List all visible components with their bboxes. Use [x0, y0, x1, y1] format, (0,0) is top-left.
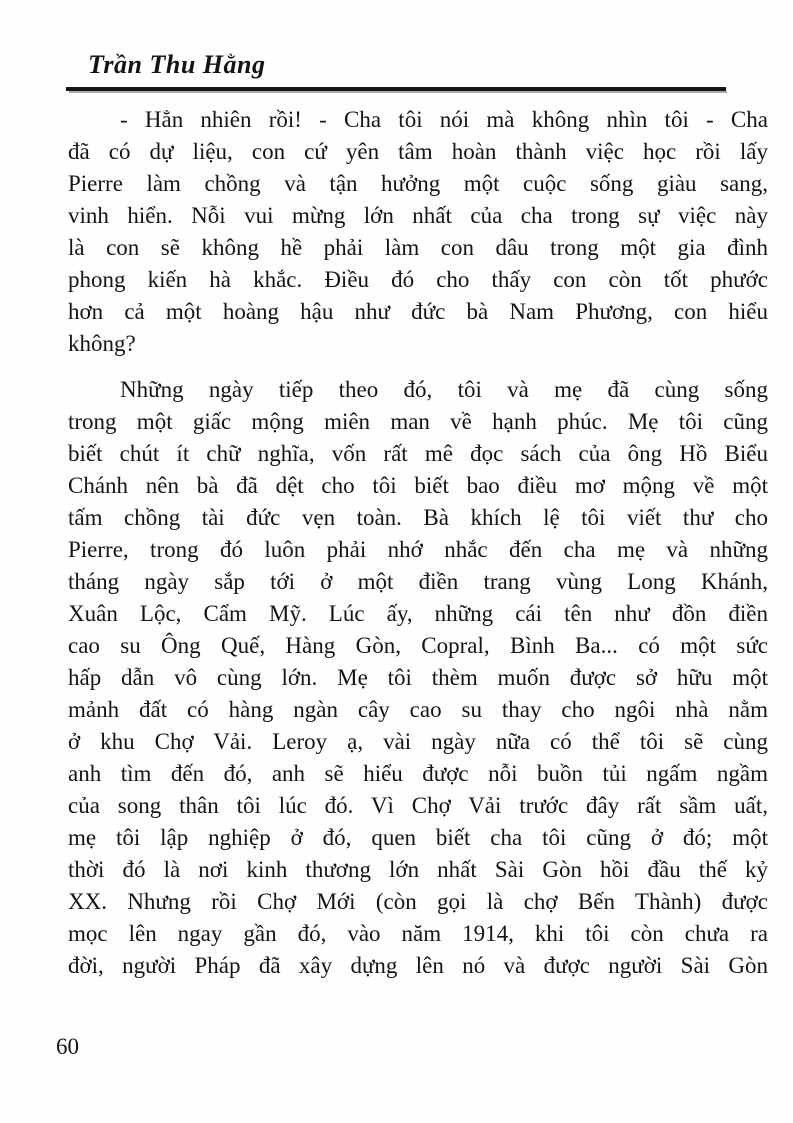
text-line: đời, người Pháp đã xây dựng lên nó và được người Sài Gòn: [68, 953, 768, 978]
text-line: Những ngày tiếp theo đó, tôi và mẹ đã cùng sống: [120, 377, 768, 402]
text-line: biết chút ít chữ nghĩa, vốn rất mê đọc sách của ông Hồ Biểu: [68, 441, 768, 466]
paragraph-2: [68, 374, 768, 982]
text-line: Chánh nên bà đã dệt cho tôi biết bao điều mơ mộng về một: [68, 473, 768, 498]
text-line: đã có dự liệu, con cứ yên tâm hoàn thành việc học rồi lấy: [68, 139, 768, 164]
text-line: mẹ tôi lập nghiệp ở đó, quen biết cha tôi cũng ở đó; một: [68, 825, 768, 850]
text-line: không?: [68, 331, 136, 356]
header-rule: [66, 87, 726, 91]
page-number: 60: [56, 1034, 79, 1059]
text-line: Pierre, trong đó luôn phải nhớ nhắc đến cha mẹ và những: [68, 537, 768, 562]
text-line: - Hẳn nhiên rồi! - Cha tôi nói mà không nhìn tôi - Cha: [120, 107, 768, 132]
text-line: của song thân tôi lúc đó. Vì Chợ Vải trước đây rất sầm uất,: [68, 793, 768, 818]
text-line: XX. Nhưng rồi Chợ Mới (còn gọi là chợ Bến Thành) được: [68, 889, 768, 914]
text-line: anh tìm đến đó, anh sẽ hiểu được nỗi buồn tủi ngấm ngầm: [68, 761, 768, 786]
body-text: [68, 104, 768, 982]
text-line: Xuân Lộc, Cẩm Mỹ. Lúc ấy, những cái tên như đồn điền: [68, 601, 768, 626]
text-line: cao su Ông Quế, Hàng Gòn, Copral, Bình Ba... có một sức: [68, 633, 768, 658]
text-line: là con sẽ không hề phải làm con dâu trong một gia đình: [68, 235, 768, 260]
text-line: hấp dẫn vô cùng lớn. Mẹ tôi thèm muốn được sở hữu một: [68, 665, 768, 690]
text-line: mảnh đất có hàng ngàn cây cao su thay cho ngôi nhà nằm: [68, 697, 768, 722]
text-line: trong một giấc mộng miên man về hạnh phúc. Mẹ tôi cũng: [68, 409, 768, 434]
text-line: tháng ngày sắp tới ở một điền trang vùng Long Khánh,: [68, 569, 768, 594]
text-line: vinh hiển. Nỗi vui mừng lớn nhất của cha trong sự việc này: [68, 203, 768, 228]
text-line: Pierre làm chồng và tận hưởng một cuộc sống giàu sang,: [68, 171, 768, 196]
text-line: mọc lên ngay gần đó, vào năm 1914, khi tôi còn chưa ra: [68, 921, 768, 946]
text-line: tấm chồng tài đức vẹn toàn. Bà khích lệ tôi viết thư cho: [68, 505, 768, 530]
text-line: phong kiến hà khắc. Điều đó cho thấy con còn tốt phước: [68, 267, 768, 292]
running-header-author: Trần Thu Hằng: [88, 50, 266, 79]
paragraph-1: [68, 104, 768, 360]
text-line: hơn cả một hoàng hậu như đức bà Nam Phương, con hiểu: [68, 299, 768, 324]
text-line: thời đó là nơi kinh thương lớn nhất Sài Gòn hồi đầu thế kỷ: [68, 857, 768, 882]
text-line: ở khu Chợ Vải. Leroy ạ, vài ngày nữa có thể tôi sẽ cùng: [68, 729, 768, 754]
